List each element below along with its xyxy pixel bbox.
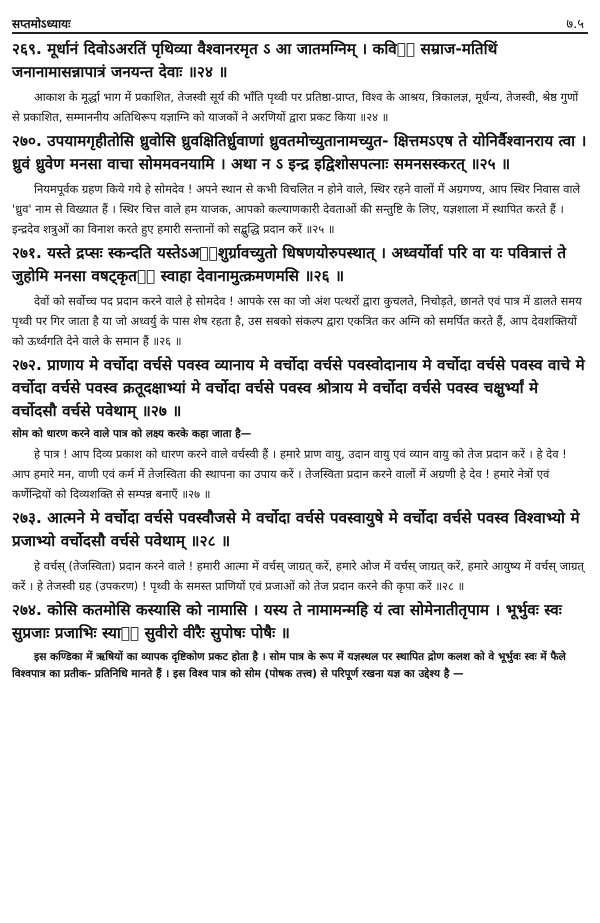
verse-272-translation: हे पात्र ! आप दिव्य प्रकाश को धारण करने वाले वर्चस्वी हैं । हमारे प्राण वायु, उदान वायु एवं व्यान वायु को तेज प्रदान करें । हे देव ! आप हमारे मन, वाणी एवं कर्म में तेजस्विता की स्थापना का उपाय करें । तेजस्विता प्रदान करने वालों में अग्रणी हे देव ! हमारे नेत्रों एवं कर्णेन्द्रियों को दिव्यशक्ति से सम्पन्न बनाएँ ॥२७ ॥ [12,447,567,501]
verse-270-mantra: २७०. उपयामगृहीतोसि ध्रुवोसि ध्रुवक्षितिर्ध्रुवाणां ध्रुवतमोच्युतानामच्युत- क्षित्तमऽएष ते योनिर्वैश्वानराय त्वा । ध्रुवं ध्रुवेण मनसा वाचा सोममवनयामि । अथा न ऽ इन्द्र इद्विशोसपत्नाः समनसस्करत् ॥२५ ॥ [12,132,587,173]
verse-272-mantra: २७२. प्राणाय मे वर्चोदा वर्चसे पवस्व व्यानाय मे वर्चोदा वर्चसे पवस्वोदानाय मे वर्चोदा वर्चसे पवस्व वाचे मे वर्चोदा वर्चसे पवस्व क्रतूदक्षाभ्यां मे वर्चोदा वर्चसे पवस्व श्रोत्राय मे वर्चोदा वर्चसे पवस्व चक्षुर्भ्यां मे वर्चोदसौ वर्चसे पवेथाम् ॥२७ ॥ [12,356,585,420]
verse-269-translation: आकाश के मूर्द्धा भाग में प्रकाशित, तेजस्वी सूर्य की भाँति पृथ्वी पर प्रतिष्ठा-प्राप्त, विश्व के आश्रय, त्रिकालज्ञ, मूर्धन्य, तेजस्वी, श्रेष्ठ गुणों से प्रकाशित, सम्माननीय अतिथिरूप यज्ञाग्नि को याजकों ने अरणियों द्वारा प्रकट किया ॥२४ ॥ [12,90,579,124]
verse-273-mantra: २७३. आत्मने मे वर्चोदा वर्चसे पवस्वौजसे मे वर्चोदा वर्चसे पवस्वायुषे मे वर्चोदा वर्चसे पवस्व विश्वाभ्यो मे प्रजाभ्यो वर्चोदसौ वर्चसे पवेथाम् ॥२८ ॥ [12,509,580,550]
verse-274-note: इस कण्डिका में ऋषियों का व्यापक दृष्टिकोण प्रकट होता है । सोम पात्र के रूप में यज्ञस्थल पर स्थापित द्रोण कलश को वे भूर्भुवः स्वः में फैले विश्वपात्र का प्रतीक- प्रतिनिधि मानते हैं । इस विश्व पात्र को सोम (पोषक तत्त्व) से परिपूर्ण रखना यज्ञ का उद्देश्य है — [12,651,566,680]
verse-271-mantra: २७१. यस्ते द्रप्सः स्कन्दति यस्तेऽअᳫंशुर्ग्रावच्युतो धिषणयोरुपस्थात् । अध्वर्योर्वा परि वा यः पवित्रात्तं ते जुहोमि मनसा वषट्कृतᳫं स्वाहा देवानामुत्क्रमणमसि ॥२६ ॥ [12,244,567,285]
verse-274-mantra: २७४. कोसि कतमोसि कस्यासि को नामासि । यस्य ते नामामन्महि यं त्वा सोमेनातीतृपाम । भूर्भुवः स्वः सुप्रजाः प्रजाभिः स्याᳫं सुवीरो वीरैः सुपोषः पोषैः ॥ [12,601,562,642]
verse-272-intro: सोम को धारण करने वाले पात्र को लक्ष्य करके कहा जाता है— [12,428,252,440]
verse-269-mantra: २६९. मूर्धानं दिवोऽअरतिं पृथिव्या वैश्वानरमृत ऽ आ जातमग्निम् । कविᳫं सम्राज-मतिथिं जनानामासन्नापात्रं जनयन्त देवाः ॥२४ ॥ [12,40,498,81]
page-number: ७.५ [566,17,584,32]
verse-270-translation: नियमपूर्वक ग्रहण किये गये हे सोमदेव ! अपने स्थान से कभी विचलित न होने वाले, स्थिर रहने वालों में अग्रगण्य, आप स्थिर निवास वाले 'ध्रुव' नाम से विख्यात हैं । स्थिर चित्त वाले हम याजक, आपको कल्याणकारी देवताओं की सन्तुष्टि के लिए, यज्ञशाला में स्थापित करते हैं । इन्द्रदेव शत्रुओं का विनाश करते हुए हमारी सन्तानों को सद्बुद्धि प्रदान करें ॥२५ ॥ [12,182,581,236]
page-header [12,6,588,34]
verse-271-translation: देवों को सर्वोच्च पद प्रदान करने वाले हे सोमदेव ! आपके रस का जो अंश पत्थरों द्वारा कुचलते, निचोड़ते, छानते एवं पात्र में डालते समय पृथ्वी पर गिर जाता है या जो अध्वर्यु के पास शेष रहता है, उस सबको संकल्प द्वारा एकत्रित कर अग्नि को समर्पित करते हैं, आप देवशक्तियों को ऊर्ध्वगति देने वाले के समान हैं ॥२६ ॥ [12,294,582,348]
verse-273-translation: हे वर्चस् (तेजस्विता) प्रदान करने वाले ! हमारी आत्मा में वर्चस् जाग्रत् करें, हमारे ओज में वर्चस् जाग्रत् करें, हमारे आयुष्य में वर्चस् जाग्रत् करें । हे तेजस्वी ग्रह (उपकरण) ! पृथ्वी के समस्त प्राणियों एवं प्रजाओं को तेज प्रदान करने की कृपा करें ॥२८ ॥ [12,559,584,593]
chapter-title: सप्तमोऽध्यायः [12,17,71,31]
